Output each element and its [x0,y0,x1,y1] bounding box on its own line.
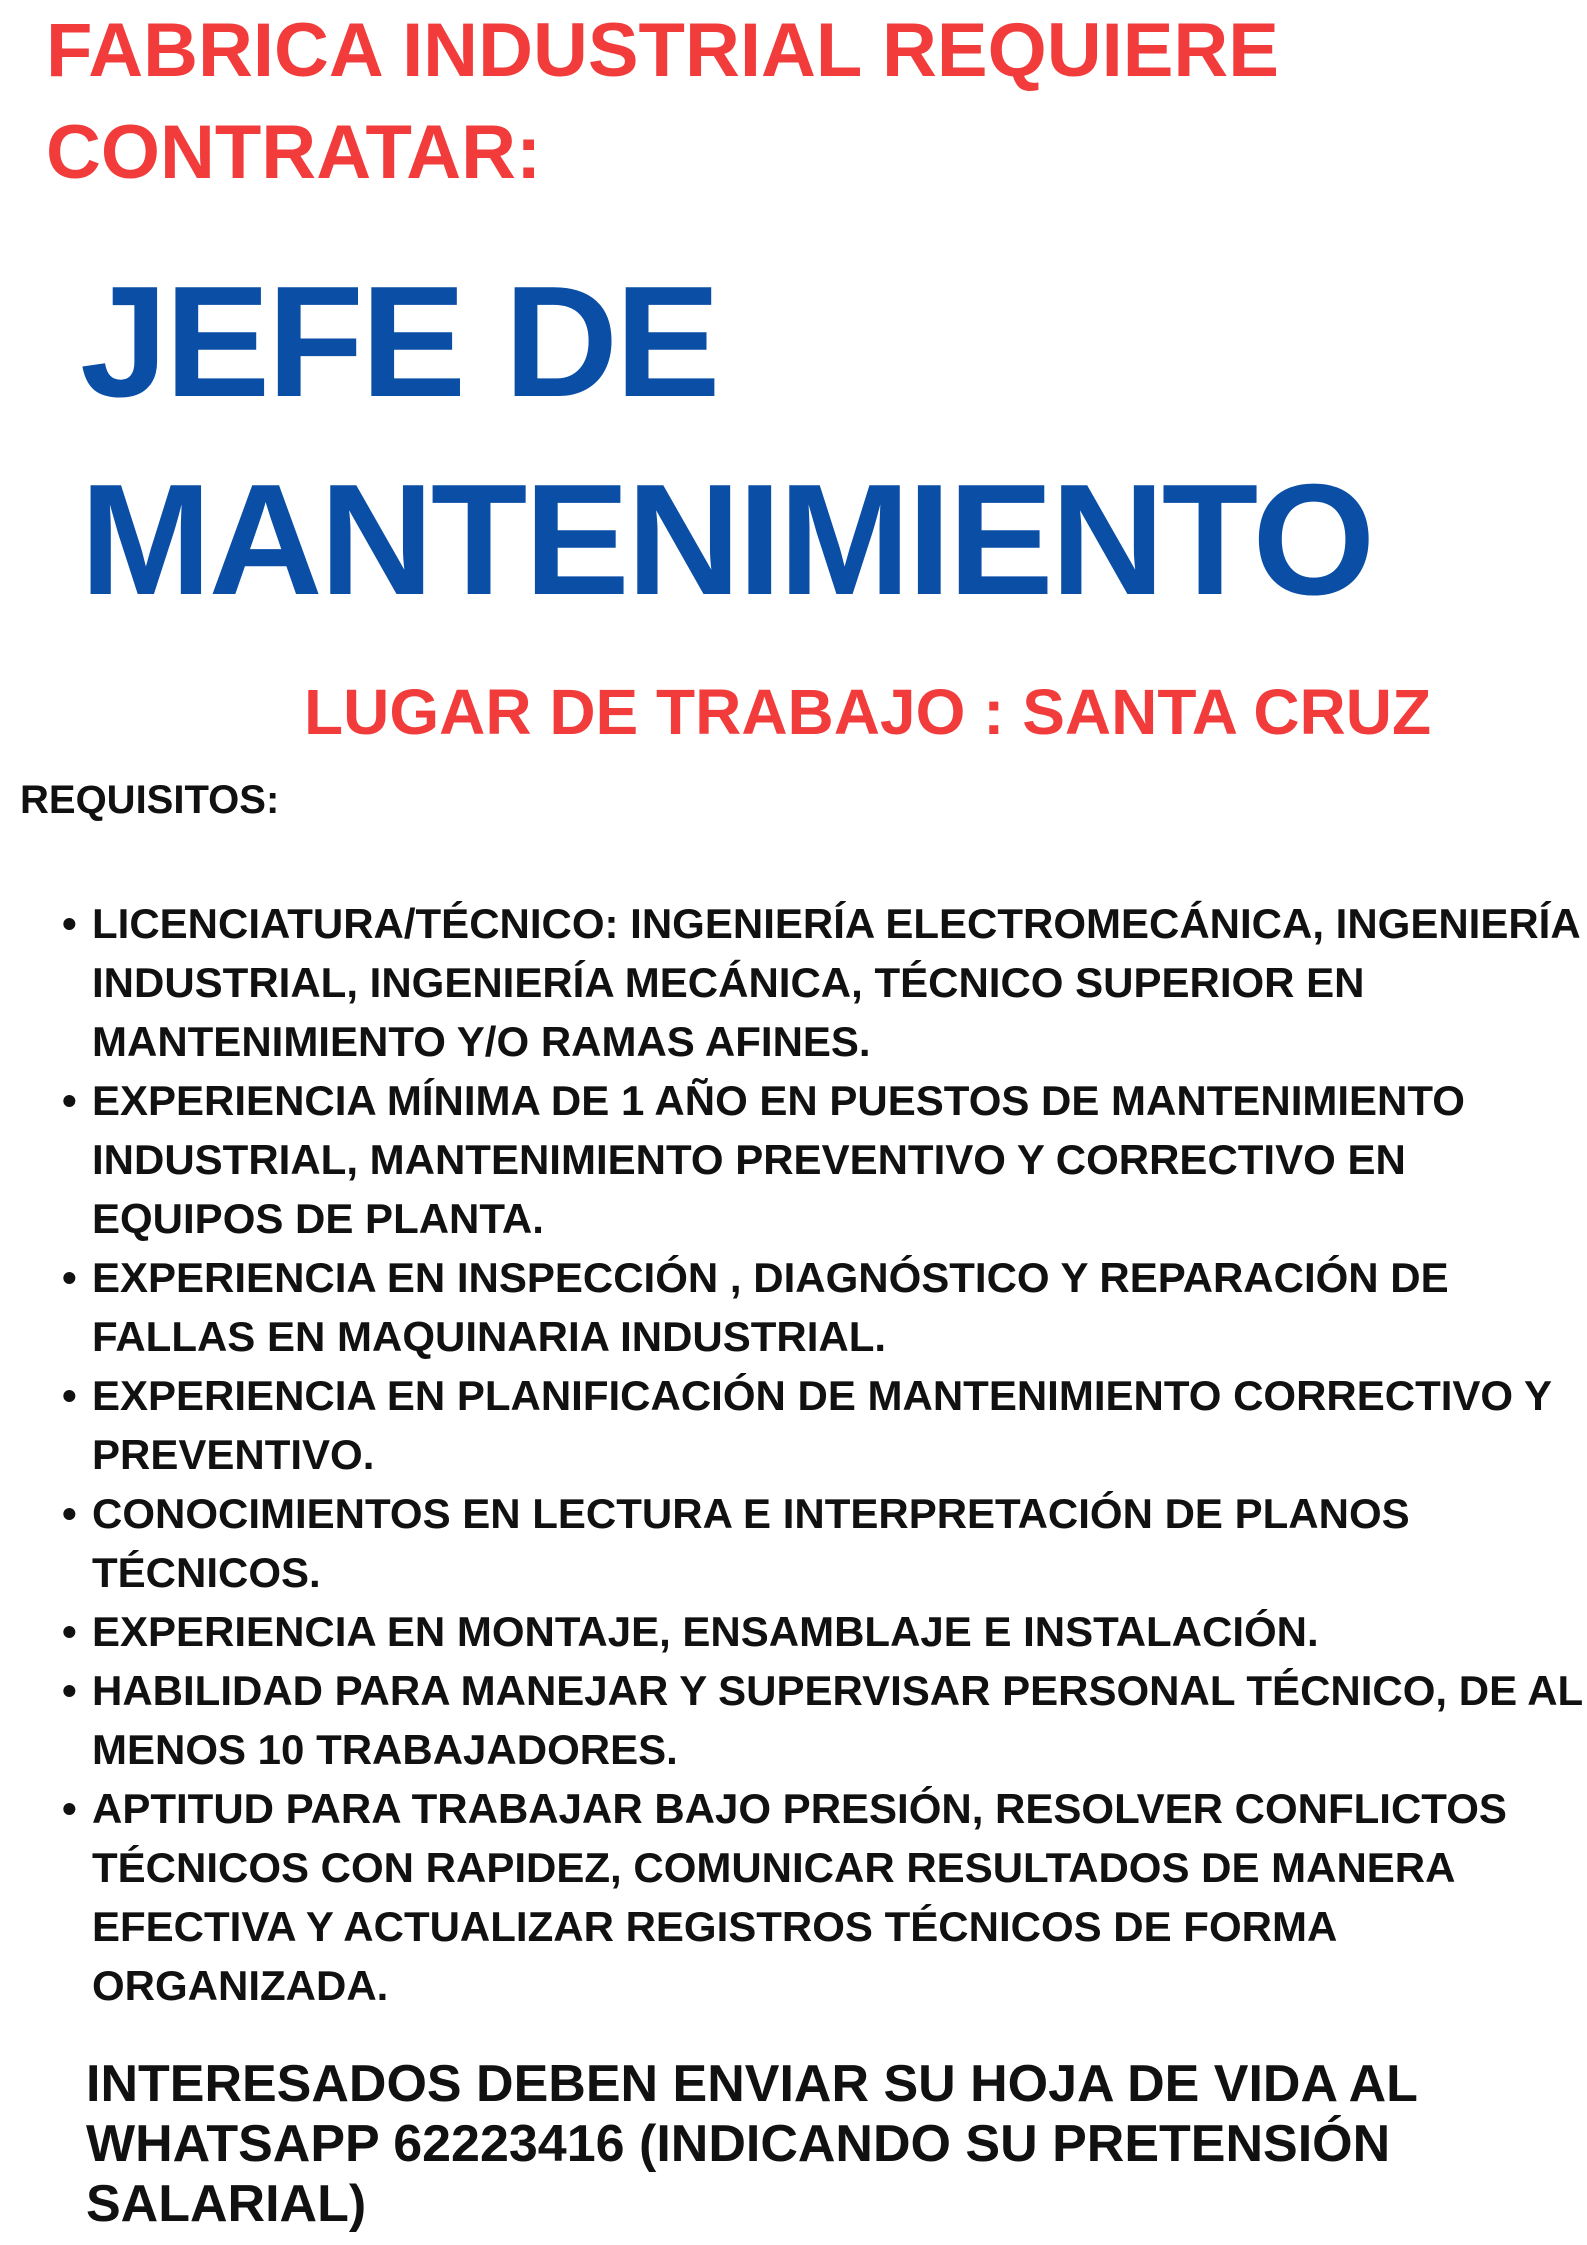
requirement-text: EXPERIENCIA EN MONTAJE, ENSAMBLAJE E INSTALACIÓN. [92,1608,1319,1655]
requirement-item [62,1248,1587,1366]
work-location: LUGAR DE TRABAJO : SANTA CRUZ [304,676,1432,748]
requirement-item [62,1071,1587,1248]
requirement-text: EXPERIENCIA EN PLANIFICACIÓN DE MANTENIMIENTO CORRECTIVO Y PREVENTIVO. [92,1372,1552,1478]
job-title-line-2: MANTENIMIENTO [80,452,1373,628]
requirement-text: APTITUD PARA TRABAJAR BAJO PRESIÓN, RESOLVER CONFLICTOS TÉCNICOS CON RAPIDEZ, COMUNICAR RESULTADOS DE MANERA EFECTIVA Y ACTUALIZAR REGISTROS TÉCNICOS DE FORMA ORGANIZADA. [92,1785,1507,2009]
requirement-item [62,1484,1587,1602]
requirements-heading: REQUISITOS: [20,778,280,822]
bullet-icon: • [62,1372,77,1419]
bullet-icon: • [62,1667,77,1714]
requirement-text: EXPERIENCIA MÍNIMA DE 1 AÑO EN PUESTOS DE MANTENIMIENTO INDUSTRIAL, MANTENIMIENTO PREVENTIVO Y CORRECTIVO EN EQUIPOS DE PLANTA. [92,1077,1465,1242]
bullet-icon: • [62,1254,77,1301]
requirement-item [62,1366,1587,1484]
requirement-item [62,1602,1587,1661]
requirement-text: CONOCIMIENTOS EN LECTURA E INTERPRETACIÓN DE PLANOS TÉCNICOS. [92,1490,1410,1596]
requirements-list [60,894,1587,2015]
bullet-icon: • [62,900,77,947]
contact-instructions: INTERESADOS DEBEN ENVIAR SU HOJA DE VIDA AL WHATSAPP 62223416 (INDICANDO SU PRETENSIÓN SALARIAL) [86,2055,1418,2233]
job-title-line-1: JEFE DE [80,254,718,430]
requirement-text: LICENCIATURA/TÉCNICO: INGENIERÍA ELECTROMECÁNICA, INGENIERÍA INDUSTRIAL, INGENIERÍA MECÁNICA, TÉCNICO SUPERIOR EN MANTENIMIENTO Y/O RAMAS AFINES. [92,900,1580,1065]
requirement-item [62,894,1587,1071]
requirement-text: HABILIDAD PARA MANEJAR Y SUPERVISAR PERSONAL TÉCNICO, DE AL MENOS 10 TRABAJADORES. [92,1667,1583,1773]
bullet-icon: • [62,1077,77,1124]
requirement-item [62,1661,1587,1779]
bullet-icon: • [62,1608,77,1655]
headline: FABRICA INDUSTRIAL REQUIERE CONTRATAR: [46,8,1279,195]
requirement-text: EXPERIENCIA EN INSPECCIÓN , DIAGNÓSTICO Y REPARACIÓN DE FALLAS EN MAQUINARIA INDUSTRIAL. [92,1254,1449,1360]
bullet-icon: • [62,1490,77,1537]
bullet-icon: • [62,1785,77,1832]
requirement-item [62,1779,1587,2015]
